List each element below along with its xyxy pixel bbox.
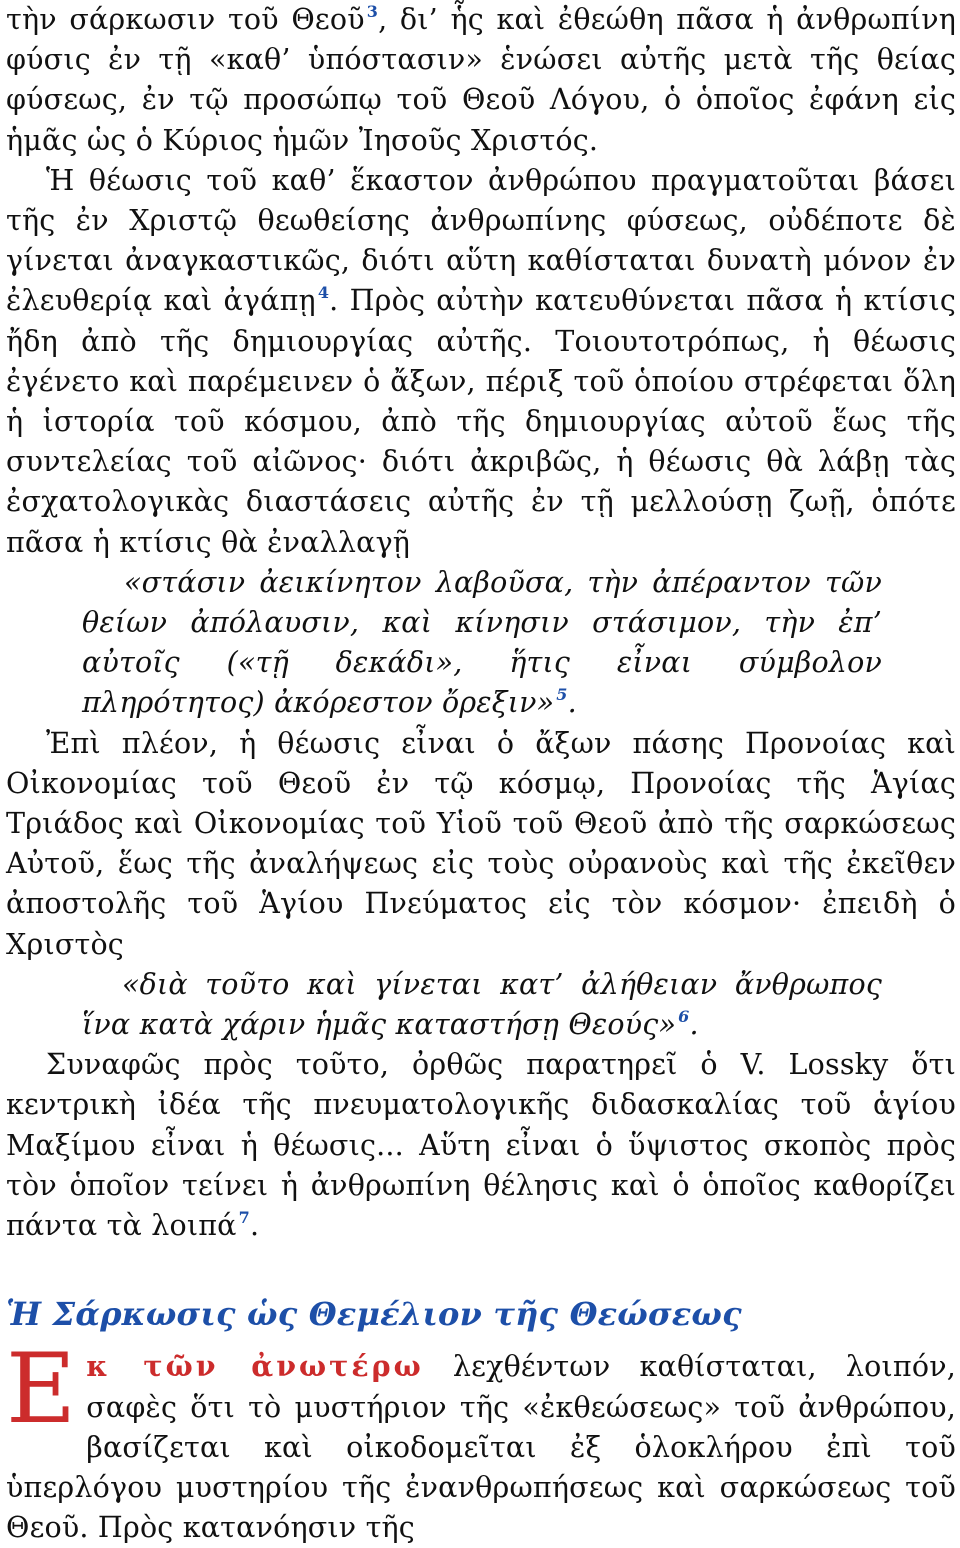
section-heading: Ἡ Σάρκωσις ὡς Θεμέλιον τῆς Θεώσεως	[6, 1295, 742, 1334]
paragraph-4: Συναφῶς πρὸς τοῦτο, ὀρθῶς παρατηρεῖ ὁ V. Lossky ὅτι κεντρικὴ ἰδέα τῆς πνευματολογικῆς διδασκαλίας τοῦ ἁγίου Μαξίμου εἶναι ἡ θέωσις... Αὕτη εἶναι ὁ ὕψιστος σκοπὸς πρὸς τὸν ὁποῖον τείνει ἡ ἀνθρωπίνη θέλησις καὶ ὁ ὁποῖος καθορίζει πάντα τὰ λοιπά $^7$.	[6, 1048, 956, 1243]
footnote-ref-3[interactable]: 3	[366, 1, 379, 21]
footnote-ref-5[interactable]: 5	[556, 684, 568, 704]
section-first-paragraph: Εκ τῶν ἀνωτέρω λεχθέντων καθίσταται, λοιπόν, σαφὲς ὅτι τὸ μυστήριον τῆς «ἐκθεώσεως» τοῦ ἀνθρώπου, βασίζεται καὶ οἰκοδομεῖται ἐξ ὁλοκλήρου ἐπὶ τοῦ ὑπερλόγου μυστηρίου τῆς ἐνανθρωπήσεως καὶ σαρκώσεως τοῦ Θεοῦ. Πρὸς κατανόησιν τῆς	[6, 1333, 956, 1545]
footnote-ref-4[interactable]: 4	[317, 282, 330, 302]
block-quote-2: «διὰ τοῦτο καὶ γίνεται κατ’ ἀλήθειαν ἄνθρωπος ἵνα κατὰ χάριν ἡμᾶς καταστήσῃ Θεούς» $^6$.	[82, 967, 882, 1042]
drop-cap: Ε	[6, 1333, 77, 1446]
block-quote-1: «στάσιν ἀεικίνητον λαβοῦσα, τὴν ἀπέραντον τῶν θείων ἀπόλαυσιν, καὶ κίνησιν στάσιμον, τὴν ἐπ’ αὐτοῖς («τῇ δεκάδι», ἥτις εἶναι σύμβολον πληρότητος) ἀκόρεστον ὄρεξιν» $^5$.	[82, 565, 882, 720]
lead-in-text: κ τῶν ἀνωτέρω	[86, 1349, 424, 1384]
paragraph-2: Ἡ θέωσις τοῦ καθ’ ἕκαστον ἀνθρώπου πραγματοῦται βάσει τῆς ἐν Χριστῷ θεωθείσης ἀνθρωπίνης φύσεως, οὐδέποτε δὲ γίνεται ἀναγκαστικῶς, διότι αὕτη καθίσταται δυνατὴ μόνον ἐν ἐλευθερίᾳ καὶ ἀγάπῃ $^4$. Πρὸς αὐτὴν κατευθύνεται πᾶσα ἡ κτίσις ἤδη ἀπὸ τῆς δημιουργίας αὐτῆς. Τοιουτοτρόπως, ἡ θέωσις ἐγένετο καὶ παρέμεινεν ὁ ἄξων, πέριξ τοῦ ὁποίου στρέφεται ὅλη ἡ ἱστορία τοῦ κόσμου, ἀπὸ τῆς δημιουργίας αὐτοῦ ἕως τῆς συντελείας τοῦ αἰῶνος· διότι ἀκριβῶς, ἡ θέωσις θὰ λάβῃ τὰς ἐσχατολογικὰς διαστάσεις αὐτῆς ἐν τῇ μελλούσῃ ζωῇ, ὁπότε πᾶσα ἡ κτίσις θὰ ἐναλλαγῇ	[6, 163, 956, 559]
footnote-ref-7[interactable]: 7	[238, 1207, 250, 1227]
footnote-ref-6[interactable]: 6	[678, 1006, 690, 1026]
paragraph-3: Ἐπὶ πλέον, ἡ θέωσις εἶναι ὁ ἄξων πάσης Προνοίας καὶ Οἰκονομίας τοῦ Θεοῦ ἐν τῷ κόσμῳ, Προνοίας τῆς Ἁγίας Τριάδος καὶ Οἰκονομίας τοῦ Υἱοῦ τοῦ Θεοῦ ἀπὸ τῆς σαρκώσεως Αὐτοῦ, ἕως τῆς ἀναλήψεως εἰς τοὺς οὐρανοὺς καὶ τῆς ἐκεῖθεν ἀποστολῆς τοῦ Ἁγίου Πνεύματος εἰς τὸν κόσμον· ἐπειδὴ ὁ Χριστὸς	[6, 726, 956, 961]
paragraph-1: τὴν σάρκωσιν τοῦ Θεοῦ $^3$, δι’ ἧς καὶ ἐθεώθη πᾶσα ἡ ἀνθρωπίνη φύσις ἐν τῇ «καθ’ ὑπόστασιν» ἑνώσει αὐτῆς μετὰ τῆς θείας φύσεως, ἐν τῷ προσώπῳ τοῦ Θεοῦ Λόγου, ὁ ὁποῖος ἐφάνη εἰς ἡμᾶς ὡς ὁ Κύριος ἡμῶν Ἰησοῦς Χριστός.	[6, 1, 956, 157]
